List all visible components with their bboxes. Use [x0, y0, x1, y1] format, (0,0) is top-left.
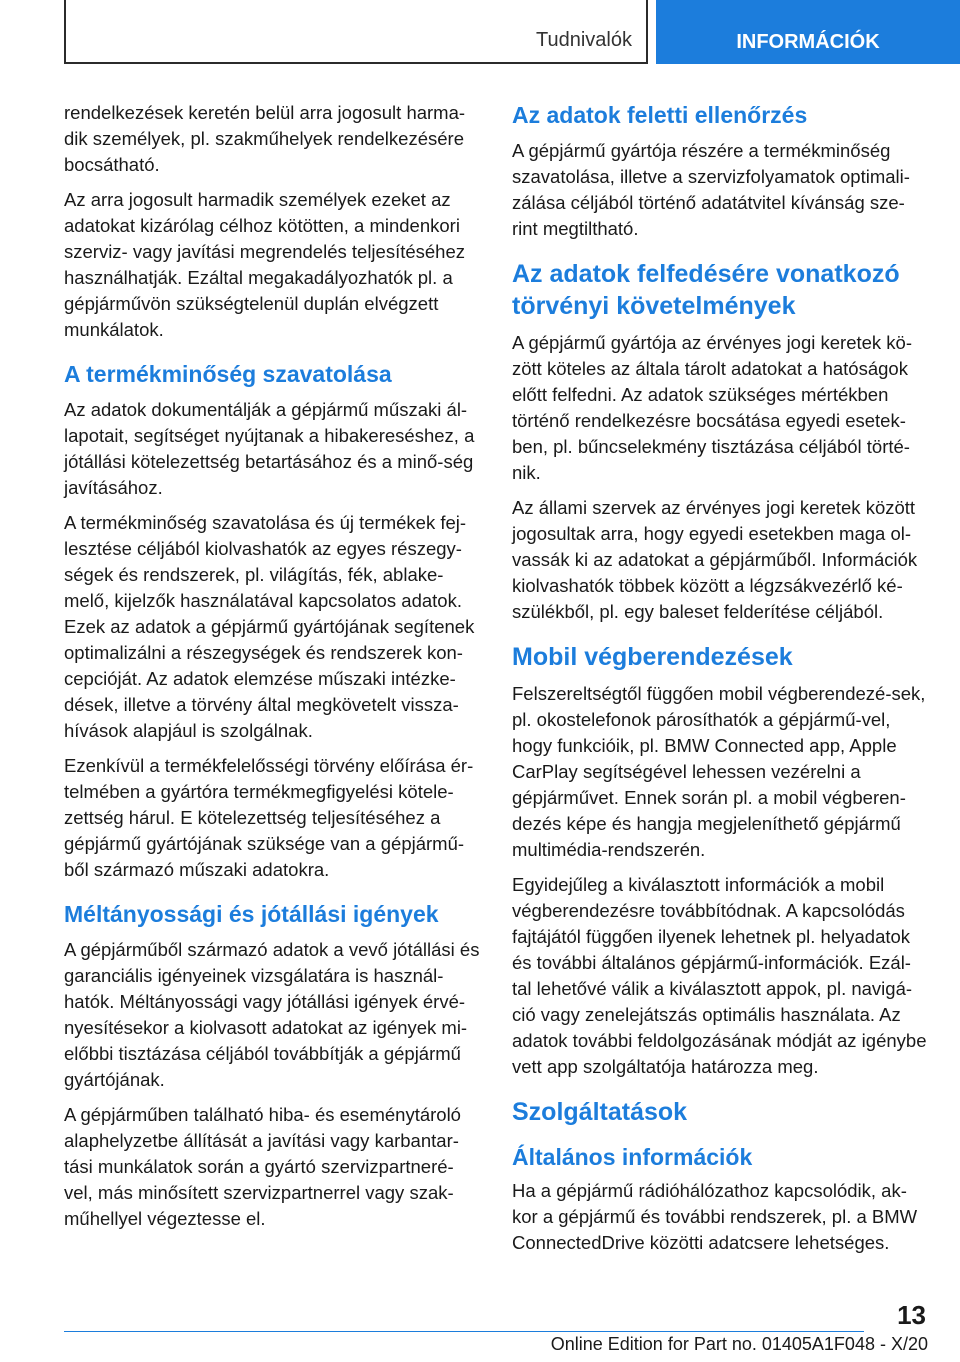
heading-mobile-devices: Mobil végberendezések [512, 643, 793, 671]
heading-product-quality: A termékminőség szavatolása [64, 361, 392, 387]
header-box [64, 0, 648, 64]
paragraph: Az adatok dokumentálják a gépjármű műszaki ál-lapotait, segítséget nyújtanak a hibakereséshez, a jótállási kötelezettség betartásához és a minő-ség javításához. [64, 399, 475, 498]
paragraph: A gépjárműben található hiba- és eseménytároló alaphelyzetbe állítását a javítási vagy karbantar-tási munkálatok során a gyártó szervizpartneré-vel, más minősített szervizpartnerrel vagy szak-műhellyel végeztesse el. [64, 1104, 461, 1229]
paragraph: Felszereltségtől függően mobil végberendezé-sek, pl. okostelefonok párosíthatók a gépjármű-vel, hogy funkcióik, pl. BMW Connected app, Apple CarPlay segítségével lehessen vezérelni a gépjárművet. Ennek során pl. a mobil végberen-dezés képe és hangja megjeleníthető gépjármű multimédia-rendszerén. [512, 683, 926, 860]
right-column [512, 100, 930, 1265]
paragraph: A gépjármű gyártója részére a termékminőség szavatolása, illetve a szervizfolyamatok optimali-zálása céljából történő adatátvitel kívánság sze-rint megtiltható. [512, 140, 910, 239]
paragraph: Az állami szervek az érvényes jogi keretek között jogosultak arra, hogy egyedi esetekben maga ol-vassák ki az adatokat a gépjárműből. Információk kiolvashatók többek között a légzsákvezérlő ké-szülékből, pl. egy baleset felderítése céljából. [512, 497, 918, 622]
heading-data-control: Az adatok feletti ellenőrzés [512, 102, 808, 128]
paragraph: Ha a gépjármű rádióhálózathoz kapcsolódik, ak-kor a gépjármű és további rendszerek, pl. a BMW ConnectedDrive közötti adatcsere lehetséges. [512, 1180, 918, 1253]
paragraph: Ezenkívül a termékfelelősségi törvény előírása ér-telmében a gyártóra termékmegfigyelési kötele-zettség hárul. E kötelezettség teljesítéséhez a gépjármű gyártójának szüksége van a gépjármű-ből származó műszaki adatokra. [64, 755, 474, 880]
header-section-title: Tudnivalók [536, 29, 632, 51]
footer-edition: Online Edition for Part no. 01405A1F048 - X/20 [550, 1334, 928, 1354]
header-tab-informaciok[interactable]: INFORMÁCIÓK [656, 0, 960, 64]
paragraph: rendelkezések keretén belül arra jogosult harma-dik személyek, pl. szakműhelyek rendelkezésére bocsátható. [64, 102, 466, 175]
footer-divider [64, 1331, 864, 1332]
heading-general-information: Általános információk [512, 1144, 753, 1170]
paragraph: Egyidejűleg a kiválasztott információk a mobil végberendezésre továbbítódnak. A kapcsolódás fajtájától függően ilyenek lehetnek pl. helyadatok és további általános gépjármű-információk. Ezál-tal lehetővé válik a kiválasztott appok, pl. navigá-ció vagy zenelejátszás optimális használata. Az adatok további feldolgozásának módját az igénybe vett app szolgáltatója határozza meg. [512, 874, 927, 1077]
page-number: 13 [897, 1300, 926, 1330]
heading-legal-requirements: Az adatok felfedésére vonatkozó törvényi követelmények [512, 260, 900, 320]
heading-services: Szolgáltatások [512, 1098, 688, 1126]
paragraph: A gépjárműből származó adatok a vevő jótállási és garanciális igényeinek vizsgálatára is használ-hatók. Méltányossági vagy jótállási igények érvé-nyesítésekor a kiolvasott adatokat az igények mi-előbbi tisztázása céljából továbbítják a gépjármű gyártójának. [64, 939, 480, 1090]
paragraph: Az arra jogosult harmadik személyek ezeket az adatokat kizárólag célhoz kötötten, a mindenkori szerviz- vagy javítási megrendelés teljesítéséhez használhatják. Ezáltal megakadályozhatók pl. a gépjárművön szükségtelenül duplán elvégzett munkálatok. [64, 189, 466, 340]
left-column [64, 100, 480, 1241]
paragraph: A gépjármű gyártója az érvényes jogi keretek kö-zött köteles az általa tárolt adatokat a hatóságok előtt felfedni. Az adatok szükséges mértékben történő rendelkezésre bocsátása egyedi esetek-ben, pl. bűncselekmény tisztázása céljából törté-nik. [512, 332, 913, 483]
paragraph: A termékminőség szavatolása és új termékek fej-lesztése céljából kiolvashatók az egyes részegy-ségek és rendszerek, pl. világítás, fék, ablake-melő, kijelzők használatával kapcsolatos adatok. Ezek az adatok a gépjármű gyártójának segítenek optimalizálni a részegységek és rendszerek kon-cepcióját. Az adatok elemzése műszaki intézke-dések, illetve a törvény által megkövetelt vissza-hívások alapjául is szolgálnak. [64, 512, 475, 741]
heading-warranty-claims: Méltányossági és jótállási igények [64, 901, 439, 927]
